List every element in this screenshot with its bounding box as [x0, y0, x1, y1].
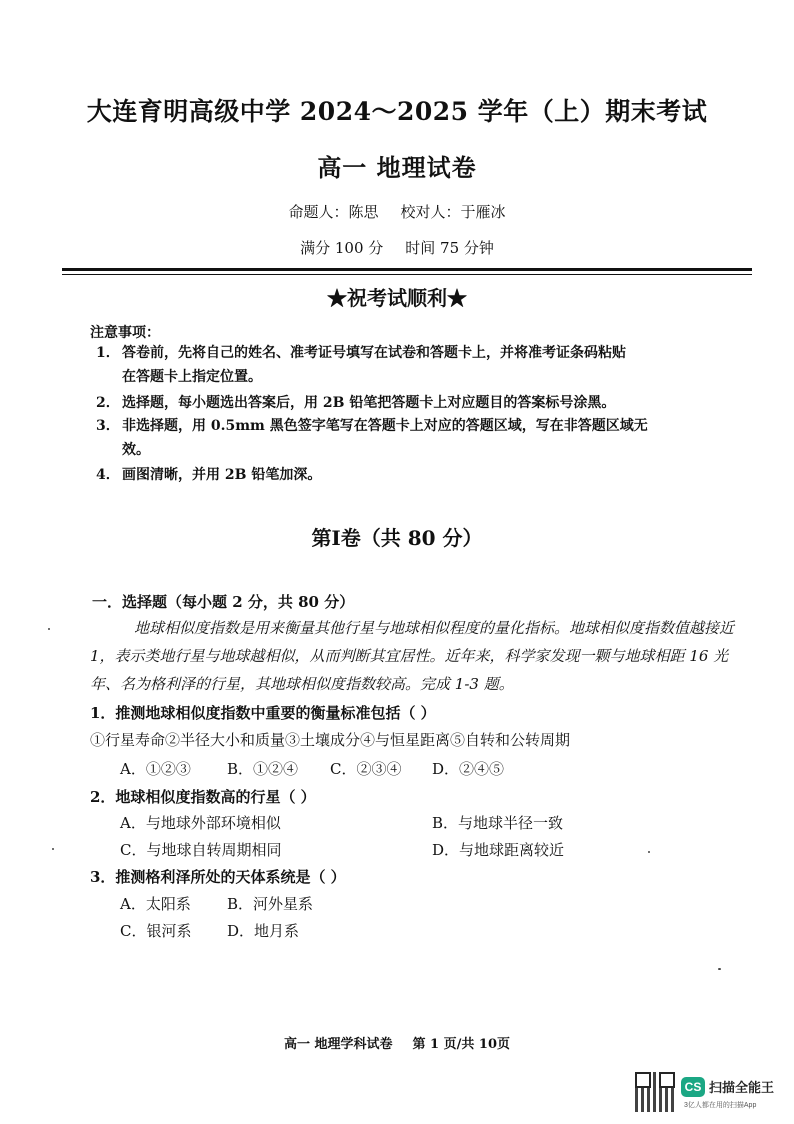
- question-1-option-d: D．②④⑤: [432, 760, 505, 778]
- footer-page-number: 第 1 页/共 10页: [412, 1037, 510, 1052]
- exam-staff: [0, 201, 794, 222]
- camscanner-brand-name: 扫描全能王: [709, 1080, 775, 1095]
- qr-code-icon: [635, 1072, 675, 1112]
- question-2-option-a: A．与地球外部环境相似: [120, 814, 281, 832]
- notice-text: 画图清晰，并用 2B 铅笔加深。: [122, 467, 322, 483]
- notice-heading: 注意事项：: [90, 325, 160, 341]
- notice-text: 答卷前，先将自己的姓名、准考证号填写在试卷和答题卡上，并将准考证条码粘贴: [122, 345, 626, 361]
- question-3-stem: 3．推测格利泽所处的天体系统是（ ）: [90, 868, 346, 886]
- camscanner-logo-icon: CS: [681, 1077, 705, 1097]
- notice-text: 在答题卡上指定位置。: [122, 369, 262, 385]
- notice-text: 选择题，每小题选出答案后，用 2B 铅笔把答题卡上对应题目的答案标号涂黑。: [122, 395, 616, 411]
- passage-text: 地球相似度指数是用来衡量其他行星与地球相似程度的量化指标。地球相似度指数值越接近 1，表示类地行星与地球越相似，从而判断其宜居性。近年来，科学家发现一颗与地球相距 16 光年、名为格利泽的行星，其地球相似度指数较高。完成 1-3 题。: [90, 619, 735, 693]
- header-divider-thick: [62, 268, 752, 271]
- exam-subtitle: 高一 地理试卷: [317, 153, 477, 182]
- question-3-option-b: B．河外星系: [227, 895, 314, 913]
- part-heading: 一．选择题（每小题 2 分，共 80 分）: [92, 593, 355, 611]
- notice-number: 3．: [96, 418, 120, 434]
- question-2-option-c: C．与地球自转周期相同: [120, 841, 282, 859]
- camscanner-tagline: 3亿人都在用的扫描App: [684, 1102, 757, 1109]
- scan-speck: [52, 848, 54, 850]
- header-divider-thin: [62, 274, 752, 275]
- notice-number: 2．: [96, 395, 120, 411]
- footer-subject: 高一 地理学科试卷: [284, 1037, 393, 1052]
- reading-passage: [90, 614, 746, 698]
- notice-number: 4．: [96, 467, 120, 483]
- question-1-option-a: A．①②③: [120, 760, 191, 778]
- question-1-items: ①行星寿命②半径大小和质量③土壤成分④与恒星距离⑤自转和公转周期: [90, 731, 571, 749]
- notice-item-4: [96, 463, 736, 487]
- question-2-stem: 2．地球相似度指数高的行星（ ）: [90, 788, 316, 806]
- page-footer: [0, 1033, 794, 1052]
- question-1-stem: 1．推测地球相似度指数中重要的衡量标准包括（ ）: [90, 704, 436, 722]
- question-2-option-d: D．与地球距离较近: [432, 841, 565, 859]
- question-3-option-c: C．银河系: [120, 922, 192, 940]
- notice-item-3: [96, 414, 736, 462]
- notice-item-2: [96, 391, 736, 415]
- proofreader-label: 校对人：于雁冰: [400, 203, 506, 221]
- question-3-option-d: D．地月系: [227, 922, 300, 940]
- notice-number: 1．: [96, 345, 120, 361]
- question-1-option-b: B．①②④: [227, 760, 299, 778]
- section-title: 第I卷（共 80 分）: [311, 526, 483, 550]
- exam-score-time: [0, 237, 794, 258]
- scan-speck: [48, 628, 50, 630]
- notice-text: 效。: [122, 442, 150, 458]
- exam-title: 大连育明高级中学 2024～2025 学年（上）期末考试: [86, 97, 708, 126]
- author-label: 命题人：陈思: [288, 203, 379, 221]
- question-1-option-c: C．②③④: [330, 760, 402, 778]
- question-3-option-a: A．太阳系: [120, 895, 191, 913]
- time-limit: 时间 75 分钟: [405, 239, 494, 257]
- scan-speck: [648, 851, 650, 853]
- question-2-option-b: B．与地球半径一致: [432, 814, 564, 832]
- notice-text: 非选择题，用 0.5mm 黑色签字笔写在答题卡上对应的答题区域，写在非答题区域无: [122, 418, 648, 434]
- total-score: 满分 100 分: [300, 239, 384, 257]
- motto: ★祝考试顺利★: [327, 286, 467, 310]
- notice-item-1: [96, 341, 736, 389]
- scan-speck: [718, 968, 721, 970]
